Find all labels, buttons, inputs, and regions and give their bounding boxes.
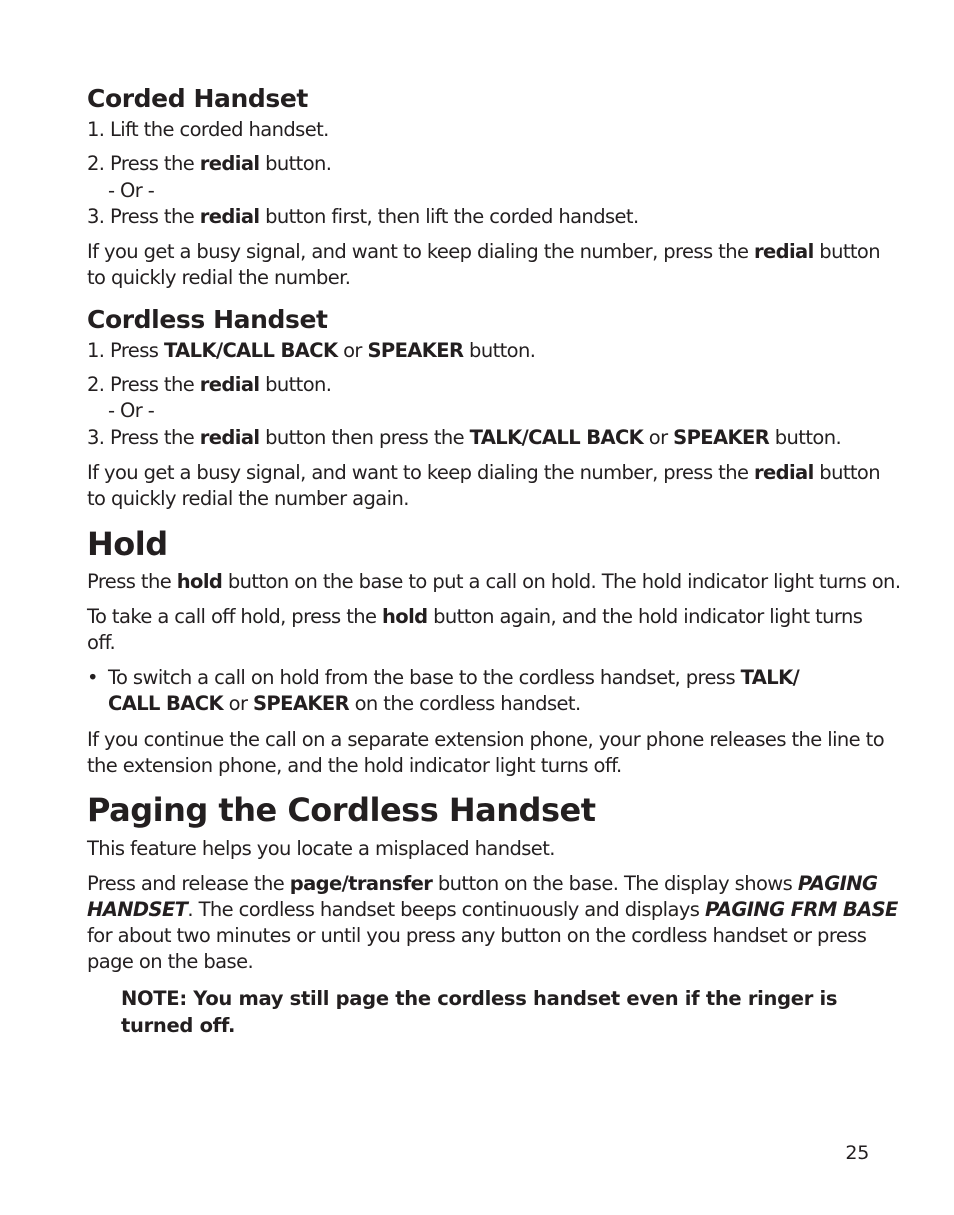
corded-handset-heading: Corded Handset [87, 84, 308, 113]
cordless-step-3: 3. Press the redial button then press the TALK/CALL BACK or SPEAKER button. [87, 426, 842, 449]
paging-note: NOTE: You may still page the cordless handset even if the ringer is turned off. [121, 987, 838, 1037]
paging-paragraph-1: This feature helps you locate a misplaced handset. [87, 837, 555, 860]
hold-bullet-item: To switch a call on hold from the base to the cordless handset, press TALK/ CALL BACK or SPEAKER on the cordless handset. [108, 666, 800, 715]
paging-paragraph-2: Press and release the page/transfer button on the base. The display shows PAGING HANDSET. The cordless handset beeps continuously and displays PAGING FRM BASE for about two minutes or until you press any button on the cordless handset or press page on the base. [87, 872, 898, 973]
page-number: 25 [845, 1142, 869, 1164]
bullet-icon: • [87, 666, 99, 689]
hold-paragraph-1: Press the hold button on the base to put a call on hold. The hold indicator light turns on. [87, 570, 901, 593]
hold-paragraph-2: To take a call off hold, press the hold button again, and the hold indicator light turns off. [87, 605, 863, 654]
cordless-handset-heading: Cordless Handset [87, 305, 328, 334]
corded-step-1: 1. Lift the corded handset. [87, 118, 329, 141]
corded-step-3: 3. Press the redial button first, then lift the corded handset. [87, 205, 639, 228]
corded-step-2: 2. Press the redial button. [87, 152, 332, 175]
cordless-or-separator: - Or - [108, 399, 155, 422]
hold-paragraph-3: If you continue the call on a separate extension phone, your phone releases the line to the extension phone, and the hold indicator light turns off. [87, 728, 885, 777]
cordless-step-1: 1. Press TALK/CALL BACK or SPEAKER button. [87, 339, 536, 362]
cordless-busy-paragraph: If you get a busy signal, and want to keep dialing the number, press the redial button to quickly redial the number again. [87, 461, 881, 510]
paging-heading: Paging the Cordless Handset [87, 791, 596, 829]
hold-heading: Hold [87, 525, 168, 563]
corded-or-separator: - Or - [108, 179, 155, 202]
corded-busy-paragraph: If you get a busy signal, and want to keep dialing the number, press the redial button to quickly redial the number. [87, 240, 881, 289]
cordless-step-2: 2. Press the redial button. [87, 373, 332, 396]
